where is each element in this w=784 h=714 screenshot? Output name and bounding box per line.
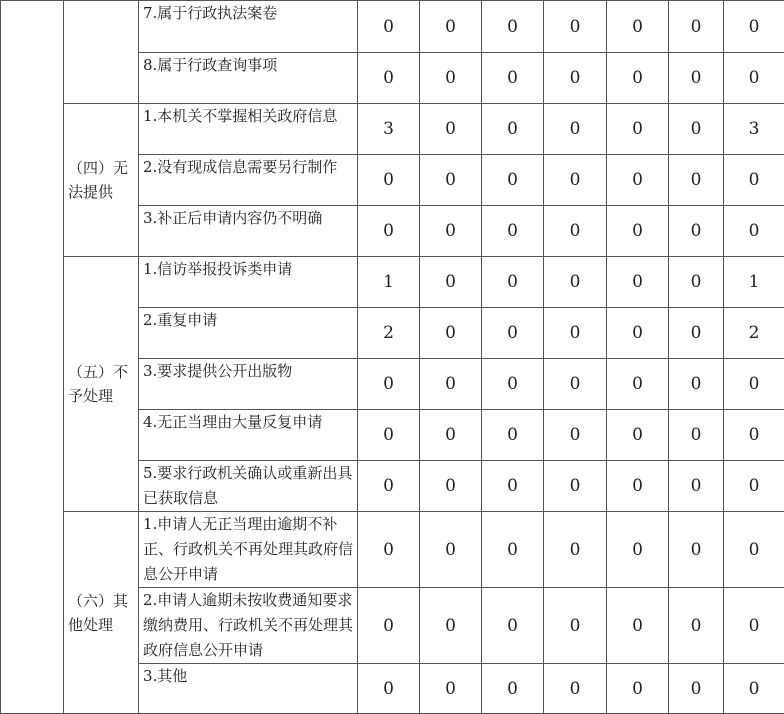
item-label-cell: 1.申请人无正当理由逾期不补正、行政机关不再处理其政府信息公开申请 — [139, 512, 358, 588]
value-cell: 0 — [420, 155, 482, 206]
value-cell: 0 — [724, 461, 784, 512]
value-cell: 0 — [607, 664, 669, 714]
item-label-cell: 2.重复申请 — [139, 308, 358, 359]
value-cell: 0 — [544, 257, 607, 308]
value-cell: 0 — [669, 257, 724, 308]
value-cell: 0 — [669, 1, 724, 53]
item-label-cell: 1.本机关不掌握相关政府信息 — [139, 104, 358, 155]
value-cell: 0 — [544, 461, 607, 512]
value-cell: 0 — [669, 104, 724, 155]
value-cell: 0 — [544, 410, 607, 461]
value-cell: 0 — [482, 1, 544, 53]
table-body — [1, 1, 784, 714]
value-cell: 0 — [607, 104, 669, 155]
value-cell: 0 — [358, 206, 420, 257]
value-cell: 0 — [544, 155, 607, 206]
value-cell: 0 — [669, 410, 724, 461]
value-cell: 0 — [669, 359, 724, 410]
value-cell: 0 — [420, 461, 482, 512]
item-label-cell: 2.申请人逾期未按收费通知要求缴纳费用、行政机关不再处理其政府信息公开申请 — [139, 588, 358, 664]
value-cell: 0 — [482, 308, 544, 359]
value-cell: 0 — [482, 257, 544, 308]
category-cell: （四）无法提供 — [64, 104, 139, 257]
item-label-cell: 5.要求行政机关确认或重新出具已获取信息 — [139, 461, 358, 512]
value-cell: 0 — [420, 308, 482, 359]
item-label-cell: 3.补正后申请内容仍不明确 — [139, 206, 358, 257]
value-cell: 0 — [358, 410, 420, 461]
value-cell: 0 — [607, 461, 669, 512]
value-cell: 0 — [724, 206, 784, 257]
value-cell: 3 — [724, 104, 784, 155]
value-cell: 0 — [724, 359, 784, 410]
value-cell: 0 — [420, 53, 482, 104]
value-cell: 0 — [669, 664, 724, 714]
value-cell: 0 — [607, 308, 669, 359]
value-cell: 0 — [607, 588, 669, 664]
value-cell: 0 — [358, 664, 420, 714]
value-cell: 0 — [420, 588, 482, 664]
value-cell: 0 — [607, 257, 669, 308]
value-cell: 0 — [358, 359, 420, 410]
value-cell: 0 — [358, 155, 420, 206]
value-cell: 0 — [607, 155, 669, 206]
value-cell: 0 — [607, 512, 669, 588]
value-cell: 0 — [420, 664, 482, 714]
value-cell: 0 — [669, 155, 724, 206]
value-cell: 0 — [482, 206, 544, 257]
value-cell: 0 — [724, 410, 784, 461]
value-cell: 0 — [420, 512, 482, 588]
value-cell: 0 — [482, 53, 544, 104]
value-cell: 0 — [358, 53, 420, 104]
value-cell: 0 — [669, 461, 724, 512]
item-label-cell: 3.要求提供公开出版物 — [139, 359, 358, 410]
value-cell: 0 — [607, 206, 669, 257]
value-cell: 0 — [607, 410, 669, 461]
value-cell: 0 — [544, 104, 607, 155]
value-cell: 2 — [724, 308, 784, 359]
value-cell: 0 — [420, 410, 482, 461]
value-cell: 0 — [724, 155, 784, 206]
value-cell: 0 — [724, 53, 784, 104]
item-label-cell: 4.无正当理由大量反复申请 — [139, 410, 358, 461]
value-cell: 0 — [358, 512, 420, 588]
value-cell: 0 — [420, 1, 482, 53]
item-label-cell: 3.其他 — [139, 664, 358, 714]
value-cell: 0 — [358, 1, 420, 53]
value-cell: 0 — [669, 308, 724, 359]
value-cell: 0 — [544, 206, 607, 257]
table-row — [1, 257, 784, 308]
item-label-cell: 2.没有现成信息需要另行制作 — [139, 155, 358, 206]
value-cell: 0 — [420, 359, 482, 410]
value-cell: 0 — [544, 308, 607, 359]
table-row — [1, 1, 784, 53]
item-label-cell: 7.属于行政执法案卷 — [139, 1, 358, 53]
value-cell: 2 — [358, 308, 420, 359]
outer-category-cell — [1, 1, 64, 714]
value-cell: 0 — [420, 104, 482, 155]
value-cell: 0 — [544, 1, 607, 53]
value-cell: 1 — [358, 257, 420, 308]
value-cell: 0 — [482, 588, 544, 664]
value-cell: 0 — [482, 359, 544, 410]
value-cell: 0 — [420, 257, 482, 308]
value-cell: 0 — [544, 359, 607, 410]
value-cell: 0 — [607, 53, 669, 104]
value-cell: 0 — [482, 461, 544, 512]
value-cell: 0 — [544, 588, 607, 664]
item-label-cell: 1.信访举报投诉类申请 — [139, 257, 358, 308]
value-cell: 0 — [724, 588, 784, 664]
value-cell: 0 — [482, 512, 544, 588]
value-cell: 0 — [420, 206, 482, 257]
value-cell: 0 — [607, 1, 669, 53]
value-cell: 0 — [724, 512, 784, 588]
value-cell: 0 — [669, 512, 724, 588]
value-cell: 0 — [482, 664, 544, 714]
category-cell: （六）其他处理 — [64, 512, 139, 714]
category-cell — [64, 1, 139, 104]
value-cell: 1 — [724, 257, 784, 308]
table-row — [1, 512, 784, 588]
value-cell: 0 — [607, 359, 669, 410]
value-cell: 0 — [482, 155, 544, 206]
value-cell: 0 — [544, 512, 607, 588]
value-cell: 0 — [669, 588, 724, 664]
value-cell: 0 — [724, 1, 784, 53]
category-cell: （五）不予处理 — [64, 257, 139, 512]
value-cell: 0 — [669, 53, 724, 104]
value-cell: 0 — [669, 206, 724, 257]
table-row — [1, 104, 784, 155]
item-label-cell: 8.属于行政查询事项 — [139, 53, 358, 104]
value-cell: 0 — [724, 664, 784, 714]
value-cell: 0 — [482, 104, 544, 155]
value-cell: 0 — [544, 664, 607, 714]
value-cell: 0 — [482, 410, 544, 461]
value-cell: 0 — [358, 588, 420, 664]
value-cell: 3 — [358, 104, 420, 155]
value-cell: 0 — [544, 53, 607, 104]
value-cell: 0 — [358, 461, 420, 512]
